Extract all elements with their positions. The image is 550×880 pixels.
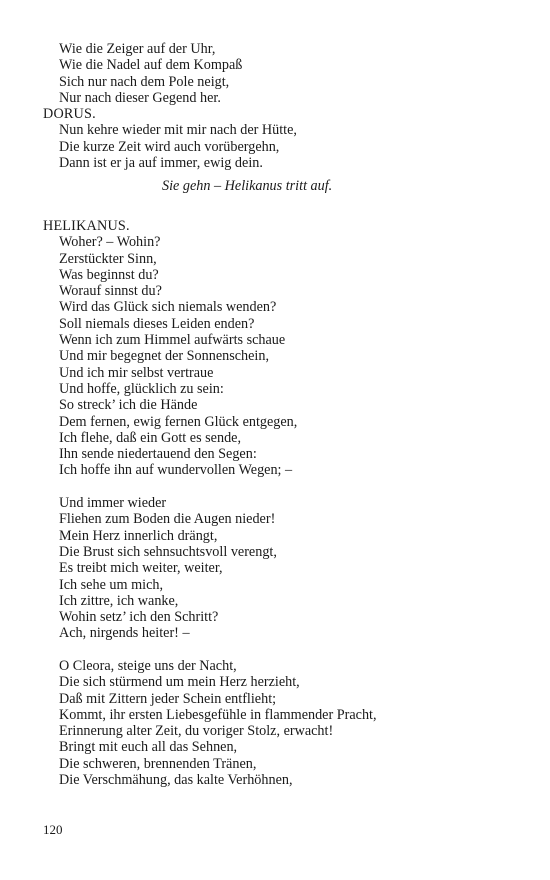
verse-line: Und hoffe, glücklich zu sein: [59,380,224,397]
verse-line: Die kurze Zeit wird auch vorübergehn, [59,138,280,155]
verse-line: Es treibt mich weiter, weiter, [59,560,223,577]
verse-line: Was beginnst du? [59,266,159,283]
verse-line: Ihn sende niedertauend den Segen: [59,446,257,463]
verse-line: Ich flehe, daß ein Gott es sende, [59,429,242,446]
verse-line: Wie die Zeiger auf der Uhr, [59,41,216,57]
spacer [43,202,523,218]
verse-line: Nur nach dieser Gegend her. [59,89,221,106]
verse-line: Sich nur nach dem Pole neigt, [59,73,230,90]
stage-direction: Sie gehn – Helikanus tritt auf. [162,178,333,195]
verse-line: Worauf sinnst du? [59,283,162,300]
verse-line: Dem fernen, ewig fernen Glück entgegen, [59,413,298,430]
verse-line: Und mir begegnet der Sonnenschein, [59,348,269,365]
verse-line: Und ich mir selbst vertraue [59,364,214,381]
verse-block-4 [43,495,523,642]
verse-line: Mein Herz innerlich drängt, [59,527,218,544]
verse-line: Fliehen zum Boden die Augen nieder! [59,511,276,528]
verse-line: So streck’ ich die Hände [59,397,198,414]
spacer [43,171,523,178]
speaker-helikanus: HELIKANUS. [43,217,130,234]
verse-line: Bringt mit euch all das Sehnen, [59,739,238,756]
verse-block-5 [43,658,523,788]
verse-line: Die Verschmähung, das kalte Verhöhnen, [59,772,293,789]
verse-line: Kommt, ihr ersten Liebesgefühle in flammender Pracht, [59,706,377,723]
verse-line: Die Brust sich sehnsuchtsvoll verengt, [59,543,277,560]
verse-line: Wird das Glück sich niemals wenden? [59,299,277,316]
verse-line: Woher? – Wohin? [59,234,161,251]
verse-line: Die schweren, brennenden Tränen, [59,755,257,772]
speaker-dorus: DORUS. [43,106,96,123]
verse-line: Ich hoffe ihn auf wundervollen Wegen; – [59,462,293,479]
verse-line: Ich sehe um mich, [59,576,164,593]
verse-text [43,41,523,788]
verse-line: Zerstückter Sinn, [59,250,157,267]
verse-line: Dann ist er ja auf immer, ewig dein. [59,155,263,172]
spacer [43,195,523,202]
verse-block-2 [43,122,523,171]
verse-line: Soll niemals dieses Leiden enden? [59,315,255,332]
verse-line: Wenn ich zum Himmel aufwärts schaue [59,332,286,349]
stanza-break [43,479,523,495]
verse-line: O Cleora, steige uns der Nacht, [59,657,237,674]
stanza-break [43,642,523,658]
verse-line: Erinnerung alter Zeit, du voriger Stolz, erwacht! [59,723,334,740]
verse-line: Wohin setz’ ich den Schritt? [59,609,219,626]
verse-line: Und immer wieder [59,495,167,512]
verse-line: Ach, nirgends heiter! – [59,625,190,642]
verse-line: Die sich stürmend um mein Herz herzieht, [59,674,300,691]
verse-block-1 [43,41,523,106]
verse-line: Ich zittre, ich wanke, [59,592,179,609]
page-number: 120 [43,822,63,837]
verse-block-3 [43,234,523,478]
verse-line: Nun kehre wieder mit mir nach der Hütte, [59,122,297,139]
verse-line: Daß mit Zittern jeder Schein entflieht; [59,690,277,707]
verse-line: Wie die Nadel auf dem Kompaß [59,57,243,74]
